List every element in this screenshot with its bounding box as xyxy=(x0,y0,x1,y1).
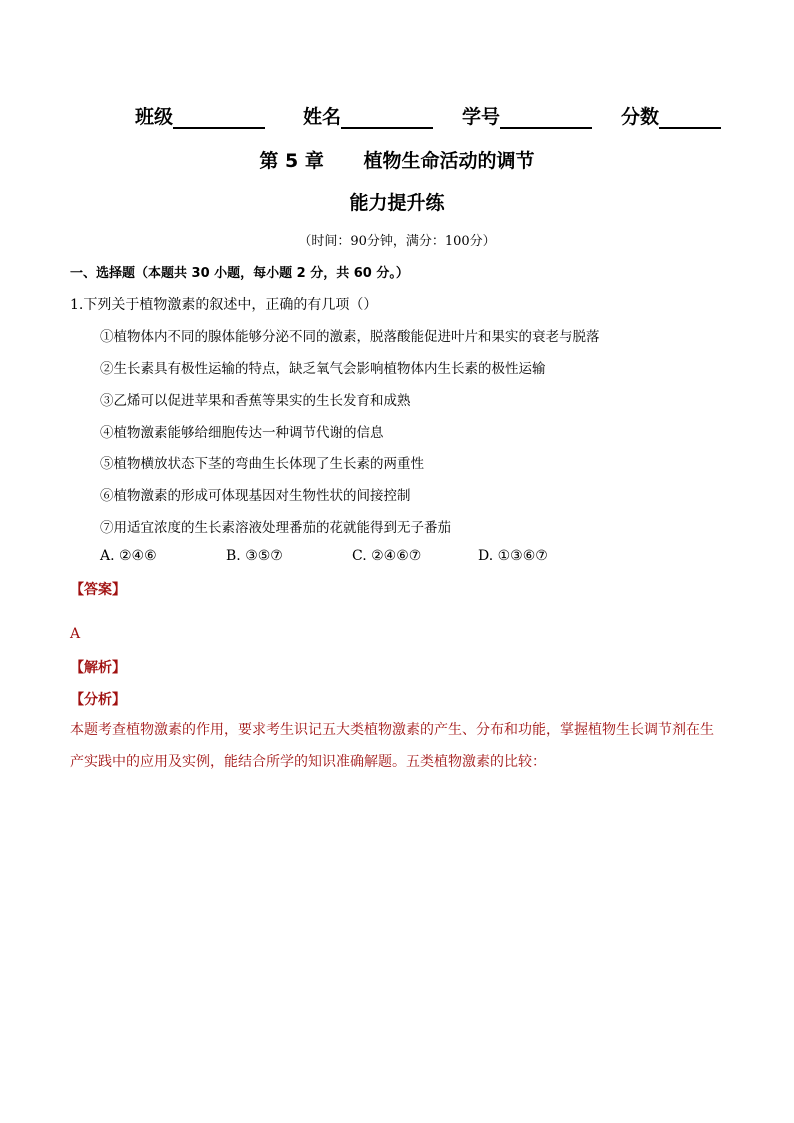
statement-item: ⑥植物激素的形成可体现基因对生物性状的间接控制 xyxy=(100,488,411,504)
choice-a[interactable]: A. ②④⑥ xyxy=(100,548,157,564)
question-stem: 1.下列关于植物激素的叙述中，正确的有几项（） xyxy=(70,297,378,313)
page-subtitle: 能力提升练 xyxy=(349,192,445,214)
statement-item: ⑤植物横放状态下茎的弯曲生长体现了生长素的两重性 xyxy=(100,456,424,472)
name-blank-line xyxy=(341,105,433,129)
name-label: 姓名 xyxy=(303,106,342,128)
student-info-row xyxy=(135,102,735,132)
student-id-blank-line xyxy=(500,105,592,129)
section-heading: 一、选择题（本题共 30 小题，每小题 2 分，共 60 分。） xyxy=(70,266,409,281)
student-id-label: 学号 xyxy=(462,106,501,128)
answer-value: A xyxy=(70,626,81,642)
choice-b[interactable]: B. ③⑤⑦ xyxy=(226,548,283,564)
statement-item: ⑦用适宜浓度的生长素溶液处理番茄的花就能得到无子番茄 xyxy=(100,520,451,536)
chapter-title: 第 5 章 植物生命活动的调节 xyxy=(259,150,535,172)
answer-tag: 【答案】 xyxy=(70,582,126,598)
class-blank-line xyxy=(173,105,265,129)
statement-item: ④植物激素能够给细胞传达一种调节代谢的信息 xyxy=(100,425,384,441)
choice-d[interactable]: D. ①③⑥⑦ xyxy=(478,548,548,564)
class-field[interactable] xyxy=(135,102,265,129)
statement-item: ①植物体内不同的腺体能够分泌不同的激素，脱落酸能促进叶片和果实的衰老与脱落 xyxy=(100,329,600,345)
student-id-field[interactable] xyxy=(462,102,592,129)
answer-choices xyxy=(100,548,660,570)
time-score-note: （时间：90分钟，满分：100分） xyxy=(298,234,496,249)
statement-item: ②生长素具有极性运输的特点，缺乏氧气会影响植物体内生长素的极性运输 xyxy=(100,361,546,377)
score-label: 分数 xyxy=(621,106,660,128)
analysis-line: 本题考查植物激素的作用，要求考生识记五大类植物激素的产生、分布和功能，掌握植物生长调节剂在生 xyxy=(70,722,714,738)
explanation-tag: 【解析】 xyxy=(70,660,126,676)
choice-c[interactable]: C. ②④⑥⑦ xyxy=(352,548,422,564)
analysis-line: 产实践中的应用及实例，能结合所学的知识准确解题。五类植物激素的比较： xyxy=(70,754,546,770)
class-label: 班级 xyxy=(135,106,174,128)
statement-item: ③乙烯可以促进苹果和香蕉等果实的生长发育和成熟 xyxy=(100,393,411,409)
analysis-tag: 【分析】 xyxy=(70,692,126,708)
score-blank-line xyxy=(659,105,721,129)
score-field[interactable] xyxy=(621,102,721,129)
name-field[interactable] xyxy=(303,102,433,129)
